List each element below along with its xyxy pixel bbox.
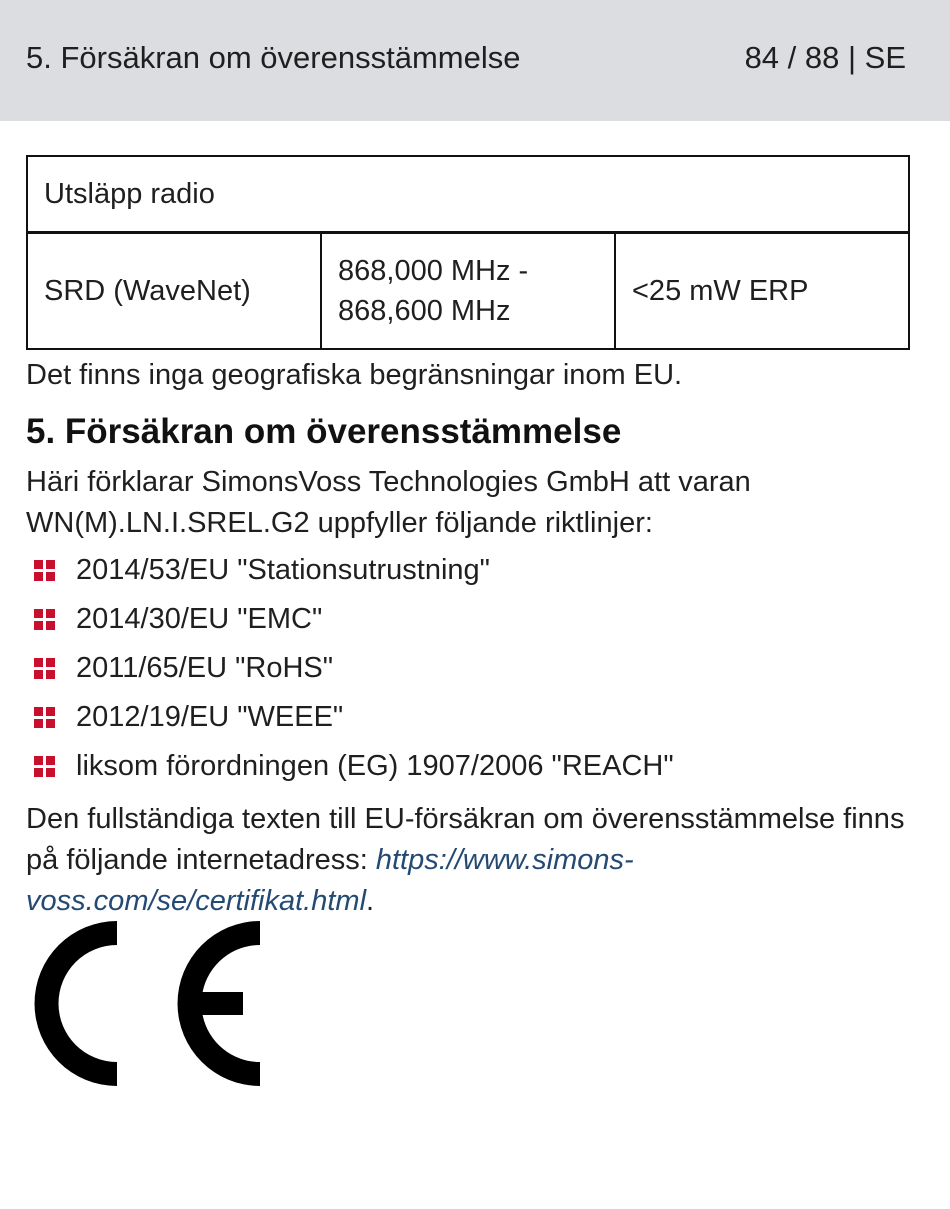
table-row bbox=[27, 233, 909, 350]
geo-note: Det finns inga geografiska begränsningar inom EU. bbox=[26, 359, 683, 391]
bullet-icon bbox=[34, 609, 55, 630]
fulltext-prefix: Den fullständiga texten till EU-försäkran om överensstämmelse finns på följande internetadress: bbox=[26, 803, 905, 876]
directive-label: 2012/19/EU "WEEE" bbox=[76, 701, 344, 733]
list-item bbox=[26, 746, 926, 795]
bullet-icon bbox=[34, 560, 55, 581]
directive-label: 2014/30/EU "EMC" bbox=[76, 603, 323, 635]
directive-list bbox=[26, 550, 926, 795]
fulltext-paragraph bbox=[26, 799, 926, 922]
section-heading: 5. Försäkran om överensstämmelse bbox=[26, 412, 622, 451]
frequency-cell bbox=[321, 233, 615, 350]
bullet-icon bbox=[34, 658, 55, 679]
list-item bbox=[26, 599, 926, 648]
radio-emission-table bbox=[26, 155, 908, 350]
list-item bbox=[26, 648, 926, 697]
frequency-start: 868,000 MHz - bbox=[338, 255, 529, 287]
list-item bbox=[26, 550, 926, 599]
frequency-end: 868,600 MHz bbox=[338, 295, 511, 327]
directive-label: 2011/65/EU "RoHS" bbox=[76, 652, 334, 684]
bullet-icon bbox=[34, 756, 55, 777]
directive-label: liksom förordningen (EG) 1907/2006 "REACH" bbox=[76, 750, 674, 782]
fulltext-suffix: . bbox=[366, 885, 375, 917]
directive-label: 2014/53/EU "Stationsutrustning" bbox=[76, 554, 490, 586]
list-item bbox=[26, 697, 926, 746]
declaration-intro: Häri förklarar SimonsVoss Technologies GmbH att varan WN(M).LN.I.SREL.G2 uppfyller följande riktlinjer: bbox=[26, 466, 751, 539]
bullet-icon bbox=[34, 707, 55, 728]
power-cell: <25 mW ERP bbox=[615, 233, 909, 350]
page-header bbox=[0, 0, 950, 121]
main-content bbox=[26, 355, 926, 922]
table-caption: Utsläpp radio bbox=[27, 156, 909, 233]
page-number: 84 / 88 | SE bbox=[744, 40, 906, 75]
radio-type-cell: SRD (WaveNet) bbox=[27, 233, 321, 350]
ce-mark-icon bbox=[26, 921, 260, 1086]
header-title: 5. Försäkran om överensstämmelse bbox=[26, 40, 521, 75]
certificate-link[interactable]: https://www.simons-voss.com/se/certifikat.html bbox=[26, 844, 634, 917]
